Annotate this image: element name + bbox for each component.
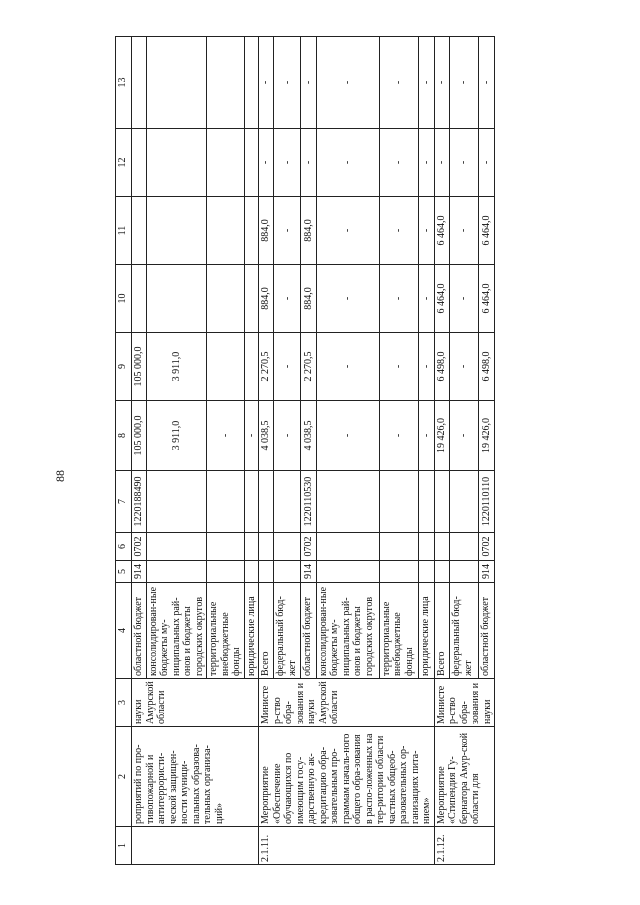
value-cell bbox=[244, 533, 259, 561]
column-number: 4 bbox=[116, 583, 132, 679]
value-cell bbox=[244, 471, 259, 533]
funding-source-cell: территориальные внебюджетные фонды bbox=[207, 583, 245, 679]
column-number: 6 bbox=[116, 533, 132, 561]
value-cell: - bbox=[316, 333, 379, 401]
value-cell bbox=[379, 533, 418, 561]
value-cell bbox=[274, 471, 301, 533]
value-cell: - bbox=[379, 333, 418, 401]
value-cell bbox=[132, 37, 147, 129]
funding-source-cell: областной бюджет bbox=[479, 583, 495, 679]
table-row bbox=[259, 37, 274, 865]
value-cell: - bbox=[450, 129, 479, 197]
column-number: 5 bbox=[116, 561, 132, 583]
value-cell: - bbox=[379, 197, 418, 265]
value-cell: 884,0 bbox=[301, 265, 316, 333]
value-cell: 6 464,0 bbox=[434, 265, 450, 333]
value-cell bbox=[259, 471, 274, 533]
value-cell bbox=[146, 533, 207, 561]
value-cell: - bbox=[419, 37, 434, 129]
value-cell bbox=[132, 265, 147, 333]
value-cell: - bbox=[274, 197, 301, 265]
value-cell: - bbox=[316, 37, 379, 129]
value-cell: - bbox=[450, 37, 479, 129]
value-cell: 884,0 bbox=[301, 197, 316, 265]
column-number: 13 bbox=[116, 37, 132, 129]
funding-source-cell: Всего bbox=[259, 583, 274, 679]
value-cell: - bbox=[379, 129, 418, 197]
column-number: 12 bbox=[116, 129, 132, 197]
value-cell: - bbox=[479, 37, 495, 129]
value-cell: - bbox=[419, 197, 434, 265]
value-cell: - bbox=[274, 37, 301, 129]
value-cell: 6 464,0 bbox=[479, 197, 495, 265]
value-cell: 6 464,0 bbox=[479, 265, 495, 333]
value-cell bbox=[274, 561, 301, 583]
value-cell bbox=[146, 471, 207, 533]
value-cell bbox=[450, 533, 479, 561]
value-cell bbox=[244, 129, 259, 197]
column-number: 2 bbox=[116, 727, 132, 827]
value-cell: 0702 bbox=[301, 533, 316, 561]
value-cell bbox=[207, 265, 245, 333]
value-cell: - bbox=[379, 401, 418, 471]
page-number: 88 bbox=[53, 470, 67, 482]
value-cell bbox=[207, 561, 245, 583]
value-cell bbox=[434, 471, 450, 533]
value-cell: - bbox=[274, 401, 301, 471]
value-cell: - bbox=[450, 197, 479, 265]
funding-source-cell: областной бюджет bbox=[132, 583, 147, 679]
value-cell: - bbox=[316, 265, 379, 333]
value-cell bbox=[207, 333, 245, 401]
value-cell: - bbox=[450, 333, 479, 401]
value-cell: - bbox=[434, 37, 450, 129]
measure-name-cell: роприятий по про-тивопожарной и антитеррористи-ческой защищен-ности муници-пальных образова-тельных организа-ций» bbox=[132, 727, 259, 827]
value-cell: 105 000,0 bbox=[132, 333, 147, 401]
value-cell bbox=[244, 197, 259, 265]
funding-source-cell: юридические лица bbox=[419, 583, 434, 679]
value-cell bbox=[207, 37, 245, 129]
value-cell: - bbox=[379, 265, 418, 333]
value-cell: - bbox=[259, 129, 274, 197]
column-number: 9 bbox=[116, 333, 132, 401]
value-cell bbox=[207, 197, 245, 265]
value-cell bbox=[419, 533, 434, 561]
executor-cell: Министер-ство обра-зования и науки bbox=[434, 679, 495, 727]
value-cell bbox=[146, 37, 207, 129]
row-number-cell bbox=[132, 827, 259, 865]
funding-source-cell: юридические лица bbox=[244, 583, 259, 679]
table-row bbox=[434, 37, 450, 865]
value-cell: 914 bbox=[132, 561, 147, 583]
value-cell: - bbox=[274, 333, 301, 401]
value-cell: 2 270,5 bbox=[301, 333, 316, 401]
value-cell: 6 464,0 bbox=[434, 197, 450, 265]
value-cell bbox=[419, 561, 434, 583]
value-cell: - bbox=[479, 129, 495, 197]
value-cell bbox=[207, 129, 245, 197]
value-cell: 19 426,0 bbox=[479, 401, 495, 471]
value-cell: 914 bbox=[479, 561, 495, 583]
funding-source-cell: территориальные внебюджетные фонды bbox=[379, 583, 418, 679]
value-cell bbox=[146, 129, 207, 197]
value-cell: - bbox=[419, 401, 434, 471]
funding-source-cell: консолидирован-ные бюджеты му-ниципальных рай-онов и бюджеты городских округов bbox=[316, 583, 379, 679]
value-cell: 1220110110 bbox=[479, 471, 495, 533]
value-cell bbox=[379, 471, 418, 533]
column-number: 7 bbox=[116, 471, 132, 533]
column-number: 11 bbox=[116, 197, 132, 265]
value-cell bbox=[316, 561, 379, 583]
value-cell: 6 498,0 bbox=[479, 333, 495, 401]
column-number: 10 bbox=[116, 265, 132, 333]
value-cell: - bbox=[259, 37, 274, 129]
budget-table-rotated bbox=[115, 37, 535, 865]
value-cell: - bbox=[301, 129, 316, 197]
value-cell: 4 038,5 bbox=[259, 401, 274, 471]
funding-source-cell: федеральный бюд-жет bbox=[450, 583, 479, 679]
value-cell: 0702 bbox=[479, 533, 495, 561]
executor-cell: науки Амурской области bbox=[132, 679, 259, 727]
measure-name-cell: Мероприятие «Обеспечение обучающихся по имеющим госу-дарственную ак-кредитацию обра-зовательным про-граммам началь-ного общего обра-зования в распо-ложенных на тер-ритории области частных общеоб-разовательных ор-ганизациях пита-нием» bbox=[259, 727, 435, 827]
budget-table bbox=[115, 36, 495, 865]
value-cell: 2 270,5 bbox=[259, 333, 274, 401]
value-cell: - bbox=[316, 401, 379, 471]
value-cell bbox=[244, 333, 259, 401]
value-cell: 3 911,0 bbox=[146, 333, 207, 401]
value-cell: 19 426,0 bbox=[434, 401, 450, 471]
funding-source-cell: областной бюджет bbox=[301, 583, 316, 679]
value-cell: - bbox=[419, 129, 434, 197]
value-cell: - bbox=[301, 37, 316, 129]
value-cell: - bbox=[316, 197, 379, 265]
value-cell bbox=[316, 533, 379, 561]
value-cell bbox=[146, 265, 207, 333]
value-cell bbox=[316, 471, 379, 533]
row-number-cell: 2.1.12. bbox=[434, 827, 495, 865]
value-cell bbox=[419, 471, 434, 533]
value-cell: - bbox=[207, 401, 245, 471]
funding-source-cell: консолидирован-ные бюджеты му-ниципальных рай-онов и бюджеты городских округов bbox=[146, 583, 207, 679]
executor-cell: Министер-ство обра-зования и науки Амурской области bbox=[259, 679, 435, 727]
value-cell: - bbox=[450, 401, 479, 471]
funding-source-cell: Всего bbox=[434, 583, 450, 679]
value-cell: - bbox=[379, 37, 418, 129]
value-cell: 6 498,0 bbox=[434, 333, 450, 401]
table-row bbox=[132, 37, 147, 865]
value-cell: 884,0 bbox=[259, 197, 274, 265]
value-cell: - bbox=[274, 265, 301, 333]
column-number: 3 bbox=[116, 679, 132, 727]
value-cell bbox=[132, 197, 147, 265]
value-cell: 105 000,0 bbox=[132, 401, 147, 471]
value-cell bbox=[244, 561, 259, 583]
value-cell: 3 911,0 bbox=[146, 401, 207, 471]
value-cell bbox=[146, 197, 207, 265]
column-number-row bbox=[116, 37, 132, 865]
value-cell: - bbox=[419, 333, 434, 401]
value-cell bbox=[434, 533, 450, 561]
value-cell: 914 bbox=[301, 561, 316, 583]
value-cell bbox=[244, 37, 259, 129]
value-cell: - bbox=[244, 401, 259, 471]
row-number-cell: 2.1.11. bbox=[259, 827, 435, 865]
value-cell bbox=[450, 561, 479, 583]
value-cell bbox=[259, 561, 274, 583]
value-cell bbox=[146, 561, 207, 583]
column-number: 1 bbox=[116, 827, 132, 865]
value-cell bbox=[274, 533, 301, 561]
value-cell bbox=[207, 533, 245, 561]
value-cell bbox=[434, 561, 450, 583]
value-cell bbox=[379, 561, 418, 583]
measure-name-cell: Мероприятие «Стипендия Гу-бернатора Амур-ской области для bbox=[434, 727, 495, 827]
value-cell: 4 038,5 bbox=[301, 401, 316, 471]
funding-source-cell: федеральный бюд-жет bbox=[274, 583, 301, 679]
value-cell: 1220188490 bbox=[132, 471, 147, 533]
value-cell: - bbox=[434, 129, 450, 197]
value-cell bbox=[259, 533, 274, 561]
value-cell: - bbox=[316, 129, 379, 197]
value-cell bbox=[244, 265, 259, 333]
value-cell bbox=[450, 471, 479, 533]
value-cell: - bbox=[274, 129, 301, 197]
value-cell: 1220110530 bbox=[301, 471, 316, 533]
value-cell bbox=[207, 471, 245, 533]
value-cell: 884,0 bbox=[259, 265, 274, 333]
value-cell: - bbox=[419, 265, 434, 333]
value-cell bbox=[132, 129, 147, 197]
column-number: 8 bbox=[116, 401, 132, 471]
value-cell: - bbox=[450, 265, 479, 333]
value-cell: 0702 bbox=[132, 533, 147, 561]
